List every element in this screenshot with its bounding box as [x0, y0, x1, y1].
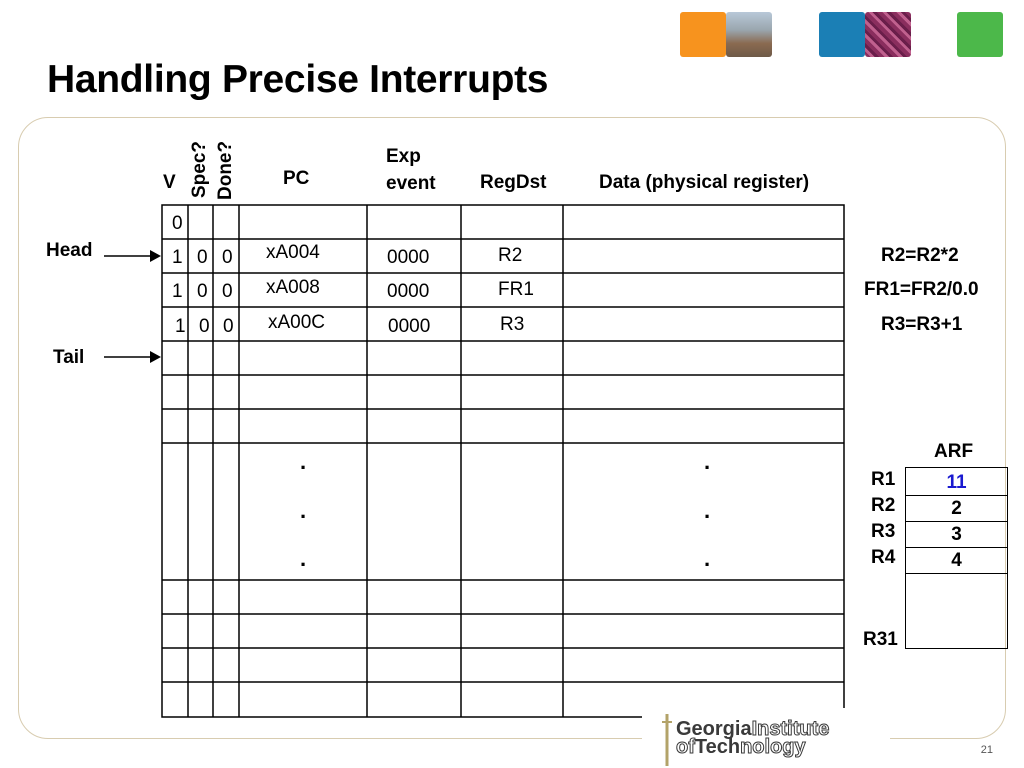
- header-regdst: RegDst: [480, 172, 547, 193]
- head-label: Head: [46, 240, 93, 261]
- row3-exp: 0000: [388, 316, 431, 337]
- row1-exp: 0000: [387, 247, 430, 268]
- tail-label: Tail: [53, 347, 85, 368]
- ellipsis-dot: .: [300, 449, 307, 474]
- header-data: Data (physical register): [599, 172, 810, 193]
- row1-done: 0: [222, 247, 233, 268]
- arf-r4-value: 4: [905, 548, 1008, 574]
- tail-arrow-icon: [150, 351, 161, 363]
- row2-exp: 0000: [387, 281, 430, 302]
- row1-spec: 0: [197, 247, 208, 268]
- header-exp-line1: Exp: [386, 146, 421, 167]
- ellipsis-dot: .: [704, 546, 711, 571]
- arf-r2-value: 2: [905, 496, 1008, 522]
- row2-pc: xA008: [266, 277, 320, 298]
- page-number: 21: [980, 744, 993, 756]
- row1-v: 1: [172, 247, 183, 268]
- header-exp-line2: event: [386, 173, 436, 194]
- gt-logo-mark-icon: [660, 714, 674, 766]
- row3-v: 1: [175, 316, 186, 337]
- arf-r31-label: R31: [863, 629, 898, 650]
- logo-nology: nology: [740, 736, 806, 758]
- row0-v: 0: [172, 213, 183, 234]
- header-v: V: [163, 172, 176, 193]
- logo-tech: Tech: [694, 736, 741, 758]
- ellipsis-dot: .: [704, 449, 711, 474]
- arf-title: ARF: [934, 441, 974, 462]
- logo-of: of: [676, 736, 695, 758]
- georgia-tech-logo: [642, 708, 890, 766]
- ellipsis-dot: .: [300, 498, 307, 523]
- instruction-2: FR1=FR2/0.0: [864, 279, 979, 300]
- arf-r3-label: R3: [871, 521, 896, 542]
- row2-done: 0: [222, 281, 233, 302]
- row1-regdst: R2: [498, 245, 523, 266]
- header-spec: Spec?: [189, 140, 210, 198]
- arf-r3-value: 3: [905, 522, 1008, 548]
- arf-r4-label: R4: [871, 547, 896, 568]
- row3-regdst: R3: [500, 314, 525, 335]
- row3-spec: 0: [199, 316, 210, 337]
- instruction-1: R2=R2*2: [881, 245, 959, 266]
- row2-v: 1: [172, 281, 183, 302]
- arf-r1-label: R1: [871, 469, 896, 490]
- slide-title: Handling Precise Interrupts: [47, 58, 549, 101]
- row3-done: 0: [223, 316, 234, 337]
- ellipsis-dot: .: [704, 498, 711, 523]
- logo-georgia: Georgia: [676, 718, 752, 740]
- ellipsis-dot: .: [300, 546, 307, 571]
- row3-pc: xA00C: [268, 312, 326, 333]
- header-pc: PC: [283, 168, 310, 189]
- logo-institute: Institute: [751, 718, 830, 740]
- row1-pc: xA004: [266, 242, 320, 263]
- instruction-3: R3=R3+1: [881, 314, 963, 335]
- row2-spec: 0: [197, 281, 208, 302]
- header-done: Done?: [215, 140, 236, 200]
- arf-r2-label: R2: [871, 495, 896, 516]
- row2-regdst: FR1: [498, 279, 534, 300]
- head-arrow-icon: [150, 250, 161, 262]
- arf-r1-value: 11: [905, 470, 1008, 496]
